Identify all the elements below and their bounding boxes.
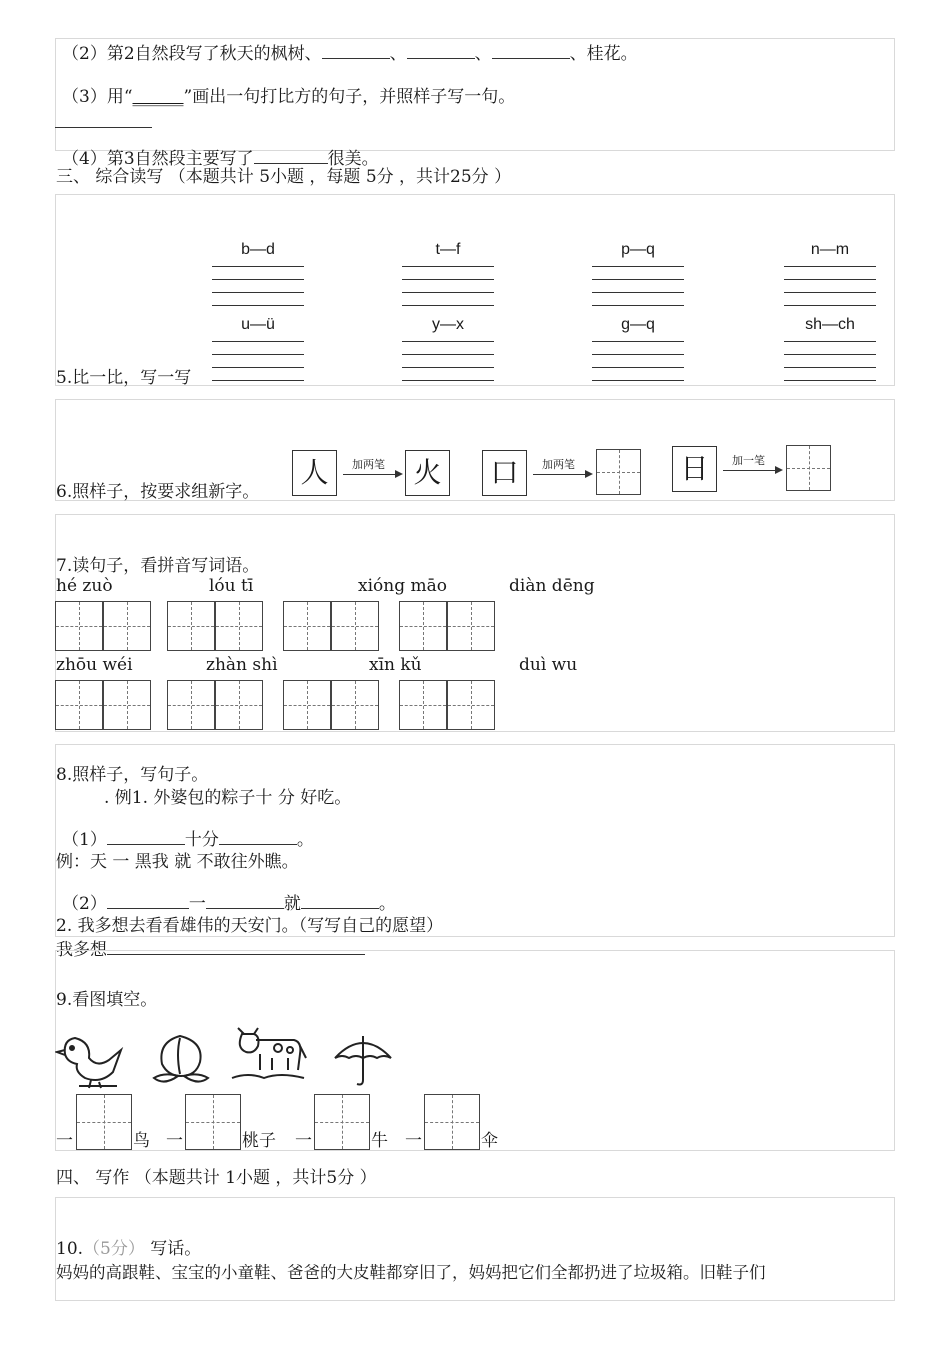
q7-label: 7.读句子，看拼音写词语。 <box>56 556 260 576</box>
q7-answer-box[interactable] <box>167 601 215 651</box>
cow-icon <box>228 1018 308 1086</box>
q6-answer-box[interactable] <box>596 449 641 495</box>
q5-writing-line[interactable] <box>212 292 304 293</box>
q5-pair-label: p—q <box>621 241 655 258</box>
q9-answer-box[interactable] <box>76 1094 132 1150</box>
peach-icon <box>150 1030 212 1086</box>
q5-writing-line[interactable] <box>784 266 876 267</box>
q7-answer-box[interactable] <box>103 680 151 730</box>
q7-answer-box[interactable] <box>399 680 447 730</box>
section3-heading: 三、 综合读写 （本题共计 5小题 ，每题 5分 ，共计25分 ） <box>56 167 512 187</box>
q5-writing-line[interactable] <box>784 292 876 293</box>
q5-pair-label: b—d <box>241 241 275 258</box>
q7-pinyin-4: diàn dēng <box>509 576 595 596</box>
q5-writing-line[interactable] <box>212 279 304 280</box>
arrow-icon <box>343 474 401 475</box>
q10-score: （5分） <box>83 1239 145 1259</box>
q9-pre: 一 <box>295 1131 312 1151</box>
q5-writing-line[interactable] <box>212 305 304 306</box>
q7-pinyin-5: zhōu wéi <box>56 655 133 675</box>
q6-answer-box[interactable] <box>786 445 831 491</box>
q4-item3: （3）用“______”画出一句打比方的句子，并照样子写一句。 <box>62 87 516 107</box>
q6-from-char: 日 <box>672 446 717 492</box>
section4-heading: 四、 写作 （本题共计 1小题 ，共计5分 ） <box>56 1168 377 1188</box>
q5-writing-line[interactable] <box>592 266 684 267</box>
q8-item-3: 2. 我多想去看看雄伟的天安门。（写写自己的愿望） <box>56 916 444 936</box>
q6-label: 6.照样子，按要求组新字。 <box>56 482 260 502</box>
q8-item-2: （2） 一 就 。 <box>62 894 396 914</box>
q9-post: 桃子 <box>242 1131 276 1151</box>
q5-writing-line[interactable] <box>212 354 304 355</box>
q10-title: 写话。 <box>144 1239 202 1259</box>
q7-pinyin-8: duì wu <box>519 655 578 675</box>
q7-answer-box[interactable] <box>167 680 215 730</box>
q5-pair-label: t—f <box>435 241 461 258</box>
q7-pinyin-2: lóu tī <box>209 576 254 596</box>
q5-label: 5.比一比，写一写 <box>56 368 192 388</box>
q9-label: 9.看图填空。 <box>56 990 158 1010</box>
q5-writing-line[interactable] <box>592 380 684 381</box>
bird-icon <box>55 1028 125 1090</box>
q9-answer-box[interactable] <box>424 1094 480 1150</box>
q5-box <box>55 194 895 386</box>
q8-item-1: （1） 十分 。 <box>62 830 314 850</box>
q5-writing-line[interactable] <box>592 279 684 280</box>
q5-writing-line[interactable] <box>784 279 876 280</box>
q7-answer-box[interactable] <box>55 680 103 730</box>
q5-writing-line[interactable] <box>402 305 494 306</box>
q7-answer-box[interactable] <box>447 680 495 730</box>
q5-writing-line[interactable] <box>212 367 304 368</box>
q6-from-char: 口 <box>482 450 527 496</box>
q10-title-line <box>56 1239 201 1259</box>
q7-answer-box[interactable] <box>283 601 331 651</box>
q5-pair-label: u—ü <box>241 316 275 333</box>
q8-item-3-answer: 我多想 <box>56 940 365 960</box>
q8-example-1: . 例1. 外婆包的粽子十 分 好吃。 <box>104 788 352 808</box>
q7-pinyin-3: xióng māo <box>358 576 447 596</box>
q7-answer-box[interactable] <box>215 680 263 730</box>
q7-pinyin-1: hé zuò <box>56 576 113 596</box>
q5-writing-line[interactable] <box>592 341 684 342</box>
arrow-icon <box>723 470 781 471</box>
q7-answer-box[interactable] <box>399 601 447 651</box>
q6-from-char: 人 <box>292 450 337 496</box>
q5-writing-line[interactable] <box>784 380 876 381</box>
q7-answer-box[interactable] <box>283 680 331 730</box>
q5-writing-line[interactable] <box>402 367 494 368</box>
q6-to-char: 火 <box>405 450 450 496</box>
q4-item4: （4）第3自然段主要写了 很美。 <box>62 149 379 169</box>
q7-answer-box[interactable] <box>331 680 379 730</box>
q8-example-2: 例：天 一 黑我 就 不敢往外瞧。 <box>56 852 299 872</box>
q10-text: 妈妈的高跟鞋、宝宝的小童鞋、爸爸的大皮鞋都穿旧了，妈妈把它们全都扔进了垃圾箱。旧鞋子们 <box>56 1263 766 1282</box>
umbrella-icon <box>332 1030 394 1088</box>
q5-writing-line[interactable] <box>784 341 876 342</box>
q9-answer-box[interactable] <box>185 1094 241 1150</box>
q9-pre: 一 <box>405 1131 422 1151</box>
arrow-icon <box>533 474 591 475</box>
q5-writing-line[interactable] <box>592 305 684 306</box>
q5-pair-label: g—q <box>621 316 655 333</box>
q5-writing-line[interactable] <box>402 279 494 280</box>
q5-writing-line[interactable] <box>212 266 304 267</box>
q9-pre: 一 <box>166 1131 183 1151</box>
q9-post: 鸟 <box>133 1131 150 1151</box>
q6-action-label: 加两笔 <box>542 458 575 471</box>
q5-writing-line[interactable] <box>592 367 684 368</box>
q5-writing-line[interactable] <box>212 380 304 381</box>
q7-answer-box[interactable] <box>103 601 151 651</box>
q5-writing-line[interactable] <box>402 354 494 355</box>
q5-writing-line[interactable] <box>784 367 876 368</box>
q6-action-label: 加两笔 <box>352 458 385 471</box>
q4-answer-line[interactable] <box>55 127 152 128</box>
q10-number: 10. <box>56 1239 84 1259</box>
q8-label: 8.照样子，写句子。 <box>56 765 209 785</box>
q5-pair-label: n—m <box>810 241 850 258</box>
q5-writing-line[interactable] <box>784 305 876 306</box>
q5-writing-line[interactable] <box>592 354 684 355</box>
q7-answer-box[interactable] <box>215 601 263 651</box>
q5-writing-line[interactable] <box>402 266 494 267</box>
q5-writing-line[interactable] <box>212 341 304 342</box>
q7-answer-box[interactable] <box>55 601 103 651</box>
q5-writing-line[interactable] <box>592 292 684 293</box>
q7-pinyin-7: xīn kǔ <box>369 655 422 675</box>
q5-writing-line[interactable] <box>402 341 494 342</box>
q7-answer-box[interactable] <box>331 601 379 651</box>
q5-pair-label: y—x <box>432 316 464 333</box>
q6-action-label: 加一笔 <box>732 454 765 467</box>
q9-post: 牛 <box>371 1131 388 1151</box>
q7-pinyin-6: zhàn shì <box>206 655 278 675</box>
q5-writing-line[interactable] <box>402 292 494 293</box>
q5-pair-label: sh—ch <box>805 316 855 333</box>
q9-post: 伞 <box>481 1131 498 1151</box>
q9-pre: 一 <box>56 1131 73 1151</box>
q4-item2: （2）第2自然段写了秋天的枫树、 、 、 、桂花。 <box>62 44 638 64</box>
q5-writing-line[interactable] <box>402 380 494 381</box>
q7-answer-box[interactable] <box>447 601 495 651</box>
q9-answer-box[interactable] <box>314 1094 370 1150</box>
q5-writing-line[interactable] <box>784 354 876 355</box>
